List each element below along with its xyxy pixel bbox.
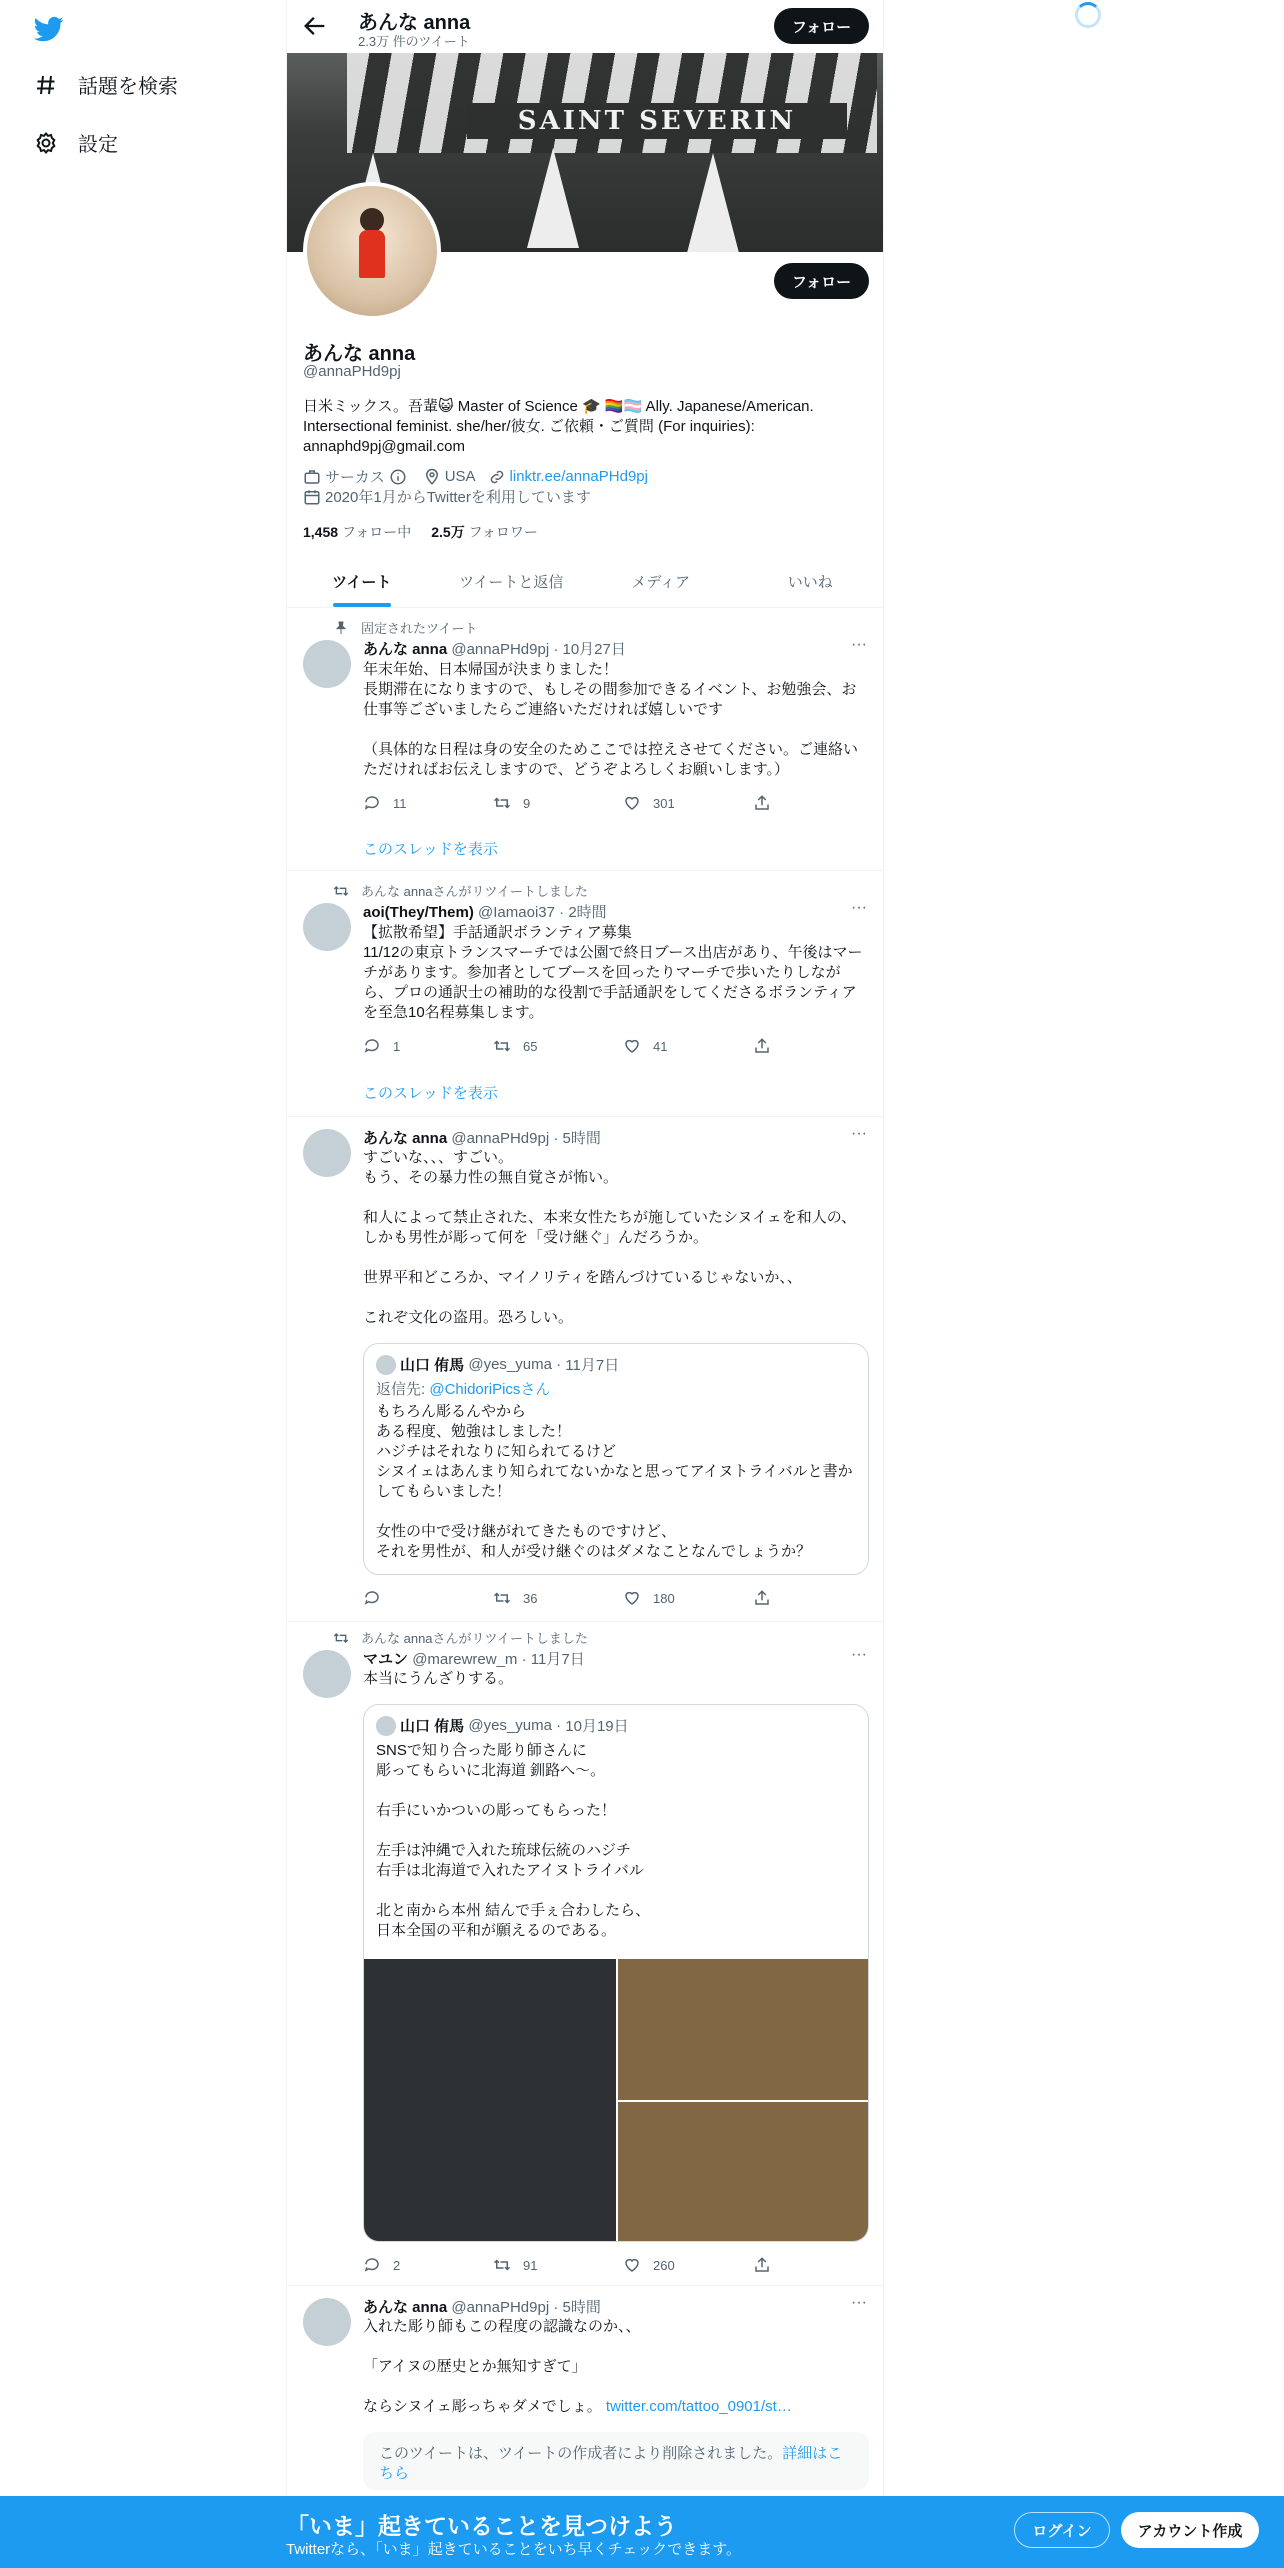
profile-category: サーカス — [325, 469, 385, 486]
tweet-header: あんな anna @annaPHd9pj · 5時間 — [363, 1130, 601, 1147]
tweet-time[interactable]: 2時間 — [568, 904, 607, 921]
tweet-time[interactable]: 5時間 — [562, 1130, 601, 1147]
retweet-count: 9 — [523, 795, 531, 811]
retweet-icon — [493, 1589, 511, 1607]
more-options-icon[interactable]: ··· — [851, 899, 867, 916]
tweet-author-handle[interactable]: @annaPHd9pj — [451, 641, 550, 658]
tweet[interactable] — [287, 1622, 884, 2286]
briefcase-icon — [303, 468, 321, 486]
tweet-actions — [363, 2256, 793, 2274]
profile-tabs — [287, 555, 884, 608]
tweet-time[interactable]: 10月27日 — [562, 641, 626, 658]
tweet-author-handle[interactable]: @marewrew_m — [412, 1651, 518, 1668]
like-count: 180 — [653, 1590, 675, 1606]
profile-meta-row — [303, 466, 648, 487]
retweet-count: 65 — [523, 1038, 538, 1054]
tweet-context-label: あんな annaさんがリツイートしました — [361, 884, 588, 899]
location-icon — [423, 468, 441, 486]
reply-button[interactable] — [363, 2256, 493, 2274]
profile-header-bar — [287, 0, 884, 53]
nav-settings-label: 設定 — [78, 134, 118, 156]
share-icon — [753, 1589, 771, 1607]
back-arrow-icon[interactable] — [301, 12, 329, 40]
quoted-avatar — [376, 1716, 396, 1736]
reply-to-handle[interactable]: @ChidoriPicsさん — [429, 1381, 551, 1398]
quoted-media-grid — [364, 1959, 869, 2242]
header-name: あんな anna — [358, 12, 471, 34]
avatar[interactable] — [303, 1129, 351, 1177]
quoted-author-handle: @yes_yuma — [468, 1356, 552, 1373]
retweet-button[interactable] — [493, 1037, 623, 1055]
reply-button[interactable] — [363, 1589, 493, 1607]
signup-banner-title: 「いま」起きていることを見つけよう — [286, 2513, 677, 2539]
reply-icon — [363, 2256, 381, 2274]
following-label: フォロー中 — [341, 524, 412, 540]
avatar[interactable] — [303, 1650, 351, 1698]
quoted-tweet-text: もちろん彫るんやから ある程度、勉強はしました！ ハジチはそれなりに知られてるけど シヌイェはあんまり知られてないかなと思ってアイヌトライバルと書かしてもらいました！ 女性の中で受け継がれてきたものですけど、 それを男性が、和人が受け継ぐのはダメなことなんでしょうか？ — [376, 1403, 853, 1560]
retweet-count: 91 — [523, 2257, 538, 2273]
tweet-link[interactable]: twitter.com/tattoo_0901/st… — [605, 2398, 792, 2415]
retweet-button[interactable] — [493, 2256, 623, 2274]
share-button[interactable] — [753, 794, 793, 812]
quoted-tweet[interactable] — [363, 1343, 869, 1575]
retweet-button[interactable] — [493, 1589, 623, 1607]
quoted-time: 11月7日 — [565, 1357, 620, 1374]
retweet-icon — [493, 2256, 511, 2274]
tweet-actions — [363, 1037, 793, 1055]
like-count: 41 — [653, 1038, 668, 1054]
nav-explore-label: 話題を検索 — [78, 76, 178, 98]
retweet-icon — [493, 1037, 511, 1055]
gear-icon — [32, 129, 60, 157]
create-account-button[interactable]: アカウント作成 — [1121, 2512, 1259, 2548]
show-thread-link[interactable]: このスレッドを表示 — [363, 1085, 498, 1102]
main-column — [286, 0, 884, 2568]
share-button[interactable] — [753, 1589, 793, 1607]
retweet-icon — [493, 794, 511, 812]
reply-count: 11 — [393, 795, 407, 811]
tweet-header: aoi(They/Them) @Iamaoi37 · 2時間 — [363, 904, 607, 921]
follow-button[interactable]: フォロー — [774, 263, 869, 299]
info-icon[interactable] — [389, 468, 407, 486]
tweet-context — [333, 881, 588, 900]
profile-joined: 2020年1月からTwitterを利用しています — [325, 489, 591, 506]
like-button[interactable] — [623, 1589, 753, 1607]
retweet-icon — [333, 1630, 349, 1646]
tweet-author-name[interactable]: あんな anna — [363, 1130, 448, 1147]
tweet-text: 本当にうんざりする。 — [363, 1670, 514, 1687]
reply-to-prefix: 返信先: — [376, 1381, 430, 1398]
tweet-author-handle[interactable]: @annaPHd9pj — [451, 1130, 550, 1147]
tweet-time[interactable]: 5時間 — [562, 2299, 601, 2316]
tweet-context-label: あんな annaさんがリツイートしました — [361, 1631, 588, 1646]
media-image[interactable] — [364, 1959, 616, 2242]
quoted-tweet[interactable] — [363, 1704, 869, 2242]
more-options-icon[interactable]: ··· — [851, 1646, 867, 1663]
like-button[interactable] — [623, 2256, 753, 2274]
reply-icon — [363, 1589, 381, 1607]
media-image[interactable] — [618, 2102, 869, 2242]
reply-icon — [363, 794, 381, 812]
tweet-time[interactable]: 11月7日 — [530, 1651, 585, 1668]
tweet[interactable] — [287, 608, 884, 871]
header-follow-button[interactable]: フォロー — [774, 8, 869, 44]
deleted-quote-notice — [363, 2432, 869, 2490]
like-count: 260 — [653, 2257, 675, 2273]
profile-joined-row — [303, 486, 591, 507]
tweet-text: 年末年始、日本帰国が決まりました！ 長期滞在になりますので、もしその間参加できるイベント、お勉強会、お仕事等ございましたらご連絡いただければ嬉しいです （具体的な日程は身の安全のためここでは控えさせてください。ご連絡いただければお伝えしますので、どうぞよろしくお願いします。） — [363, 661, 859, 778]
like-button[interactable] — [623, 794, 753, 812]
signup-banner-subtitle: Twitterなら、「いま」起きていることをいち早くチェックできます。 — [286, 2541, 742, 2558]
more-options-icon[interactable]: ··· — [851, 636, 867, 653]
more-options-icon[interactable]: ··· — [851, 2294, 867, 2311]
profile-name: あんな anna — [303, 343, 416, 365]
tweet-author-handle[interactable]: @Iamaoi37 — [478, 904, 555, 921]
profile-avatar[interactable] — [303, 182, 441, 320]
tweet-header: あんな anna @annaPHd9pj · 10月27日 — [363, 641, 626, 658]
tweet[interactable] — [287, 1117, 884, 1622]
share-icon — [753, 1037, 771, 1055]
avatar-figure — [359, 230, 385, 278]
tweet[interactable] — [287, 871, 884, 1117]
followers-label: フォロワー — [468, 524, 538, 540]
tweet-header: マユン @marewrew_m · 11月7日 — [363, 1651, 585, 1668]
quoted-reply-to — [376, 1378, 550, 1399]
profile-location: USA — [444, 468, 476, 485]
followers-link[interactable] — [431, 522, 538, 542]
quoted-avatar — [376, 1355, 396, 1375]
link-icon — [488, 468, 506, 486]
avatar-figure — [360, 208, 384, 232]
reply-count: 2 — [393, 2257, 401, 2273]
loading-spinner-icon — [1075, 2, 1101, 28]
tab-tweets-and-replies[interactable]: ツイートと返信 — [459, 573, 564, 591]
quoted-author-name: 山口 侑馬 — [400, 1357, 465, 1374]
retweet-button[interactable] — [493, 794, 623, 812]
calendar-icon — [303, 488, 321, 506]
nav-explore[interactable] — [32, 70, 178, 99]
reply-count: 1 — [393, 1038, 401, 1054]
share-button[interactable] — [753, 1037, 793, 1055]
tweet-context — [333, 618, 477, 637]
more-options-icon[interactable]: ··· — [851, 1125, 867, 1142]
following-count: 1,458 — [303, 524, 339, 540]
reply-button[interactable] — [363, 1037, 493, 1055]
quoted-tweet-header: 山口 侑馬 @yes_yuma · 10月19日 — [376, 1715, 629, 1736]
show-thread-link[interactable]: このスレッドを表示 — [363, 841, 498, 858]
hashtag-icon — [32, 71, 60, 99]
tweet-author-name[interactable]: aoi(They/Them) — [363, 904, 474, 921]
tweet-context — [333, 1628, 588, 1647]
quoted-tweet-text: SNSで知り合った彫り師さんに 彫ってもらいに北海道 釧路へ〜。 右手にいかついの彫ってもらった！ 左手は沖縄で入れた琉球伝統のハジチ 右手は北海道で入れたアイヌトライバル 北と南から本州 結んで手ぇ合わしたら、 日本全国の平和が願えるのである。 — [376, 1742, 651, 1939]
profile-url-link[interactable]: linktr.ee/annaPHd9pj — [509, 468, 648, 485]
heart-icon — [623, 1589, 641, 1607]
like-button[interactable] — [623, 1037, 753, 1055]
like-count: 301 — [653, 795, 675, 811]
deleted-notice-text: このツイートは、ツイートの作成者により削除されました。 — [379, 2445, 783, 2462]
tab-tweets[interactable]: ツイート — [287, 555, 437, 607]
profile-bio: 日米ミックス。吾輩😺 Master of Science 🎓 🏳️‍🌈🏳️‍⚧️ Ally. Japanese/American. Intersectional feminist. she/her/彼女. ご依頼・ご質問 (For inquiries): annaphd9pj@gmail.com — [303, 398, 814, 455]
tab-media[interactable]: メディア — [631, 573, 691, 591]
tweet-text: すごいな、、、すごい。 もう、その暴力性の無自覚さが怖い。 和人によって禁止された、本来女性たちが施していたシヌイェを和人の、しかも男性が彫って何を「受け継ぐ」んだろうか。 世界平和どころか、マイノリティを踏んづけているじゃないか、、 これぞ文化の盗用。恐ろしい。 — [363, 1149, 857, 1326]
media-column — [618, 1959, 869, 2242]
pin-icon — [333, 620, 349, 636]
tweet-author-name[interactable]: マユン — [363, 1651, 409, 1668]
quoted-time: 10月19日 — [565, 1718, 629, 1735]
tweet-actions — [363, 794, 793, 812]
heart-icon — [623, 1037, 641, 1055]
tweet-author-name[interactable]: あんな anna — [363, 641, 448, 658]
avatar[interactable] — [303, 903, 351, 951]
retweet-count: 36 — [523, 1590, 538, 1606]
quoted-author-handle: @yes_yuma — [468, 1717, 552, 1734]
reply-icon — [363, 1037, 381, 1055]
tweet-text — [363, 2317, 869, 2417]
heart-icon — [623, 2256, 641, 2274]
header-tweet-count: 2.3万 件のツイート — [358, 34, 470, 49]
signup-banner — [0, 2496, 1284, 2568]
tweet-context-label: 固定されたツイート — [361, 621, 478, 636]
share-icon — [753, 794, 771, 812]
follow-stats — [303, 522, 538, 542]
banner-umbrella — [527, 148, 579, 248]
share-icon — [753, 2256, 771, 2274]
tweet-actions — [363, 1589, 793, 1607]
banner-sign: SAINT SEVERIN — [467, 103, 847, 139]
reply-button[interactable] — [363, 794, 493, 812]
tab-likes[interactable]: いいね — [787, 573, 833, 591]
heart-icon — [623, 794, 641, 812]
following-link[interactable] — [303, 522, 411, 542]
tweet-text: 【拡散希望】手話通訳ボランティア募集 11/12の東京トランスマーチでは公園で終日ブース出店があり、午後はマーチがあります。参加者としてブースを回ったりマーチで歩いたりしながら、プロの通訳士の補助的な役割で手話通訳をしてくださるボランティアを至急10名程募集します。 — [363, 924, 863, 1021]
quoted-tweet-header: 山口 侑馬 @yes_yuma · 11月7日 — [376, 1354, 619, 1375]
tweet-header: あんな anna @annaPHd9pj · 5時間 — [363, 2299, 601, 2316]
nav-settings[interactable] — [32, 128, 118, 157]
retweet-icon — [333, 883, 349, 899]
learn-more-link[interactable]: 詳細はこちら — [379, 2445, 843, 2482]
tweet-author-handle[interactable]: @annaPHd9pj — [451, 2299, 550, 2316]
avatar[interactable] — [303, 2298, 351, 2346]
quoted-author-name: 山口 侑馬 — [400, 1718, 465, 1735]
share-button[interactable] — [753, 2256, 793, 2274]
profile-handle: @annaPHd9pj — [303, 363, 401, 380]
media-image[interactable] — [618, 1959, 869, 2100]
tweet-text-body: 入れた彫り師もこの程度の認識なのか、、 「アイヌの歴史とか無知すぎて」 ならシヌイェ彫っちゃダメでしょ。 — [363, 2318, 641, 2415]
followers-count: 2.5万 — [431, 524, 465, 540]
banner-umbrella — [687, 153, 739, 252]
login-button[interactable]: ログイン — [1014, 2512, 1110, 2548]
tweet-author-name[interactable]: あんな anna — [363, 2299, 448, 2316]
twitter-logo-icon[interactable] — [32, 14, 66, 44]
avatar[interactable] — [303, 640, 351, 688]
